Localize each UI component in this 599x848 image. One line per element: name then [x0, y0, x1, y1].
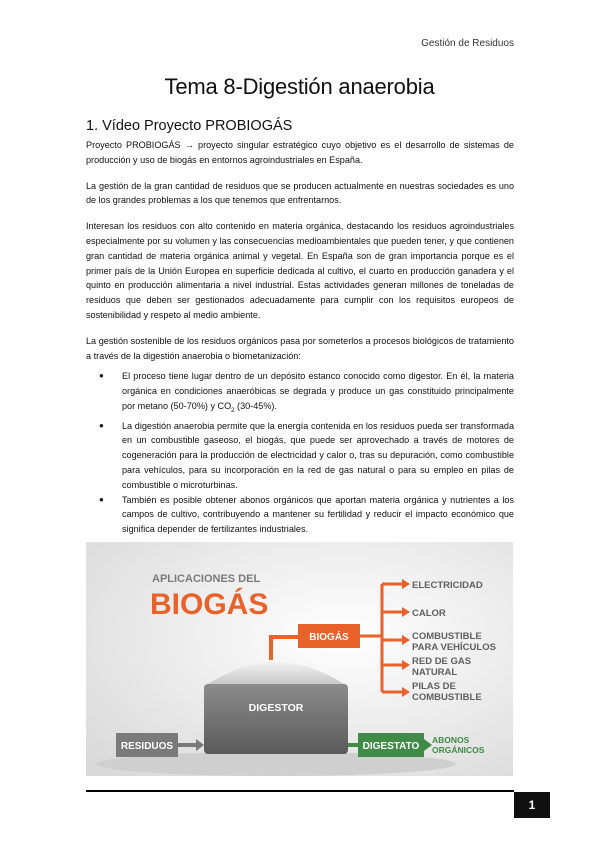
- digestor-tank: [204, 684, 348, 754]
- footer-rule: [86, 790, 514, 792]
- biogas-box-label: BIOGÁS: [309, 632, 349, 643]
- paragraph: La gestión sostenible de los residuos orgánicos pasa por someterlos a procesos biológicos de tratamiento a través de la digestión anaerobia o biometanización:: [86, 335, 514, 361]
- app-calor: CALOR: [412, 608, 446, 619]
- residuos-label: RESIDUOS: [120, 741, 174, 752]
- biogas-diagram: [86, 542, 513, 776]
- biogas-applications-figure: [86, 542, 513, 776]
- bullet-item: [122, 369, 514, 418]
- abonos-l2: ORGÁNICOS: [432, 745, 485, 755]
- app-combustible-l2: PARA VEHÍCULOS: [412, 642, 496, 653]
- app-red-gas-l2: NATURAL: [412, 667, 458, 678]
- page-title: Tema 8-Digestión anaerobia: [164, 74, 435, 99]
- figure-title-small: APLICACIONES DEL: [152, 573, 261, 585]
- digestor-label: DIGESTOR: [248, 702, 304, 714]
- app-pilas-l2: COMBUSTIBLE: [412, 692, 482, 703]
- app-combustible-l1: COMBUSTIBLE: [412, 631, 482, 642]
- paragraph: La gestión de la gran cantidad de residuos que se producen actualmente en nuestras sociedades es uno de los grandes problemas a los que tenemos que enfrentarnos.: [86, 180, 514, 206]
- digestato-label: DIGESTATO: [362, 741, 420, 752]
- abonos-l1: ABONOS: [432, 735, 470, 745]
- bullet-item: ● La digestión anaerobia permite que la energía contenida en los residuos pueda ser transformada en un combustible gaseoso, el biogás, que puede ser aprovechado a través de motores de cogeneración para la producción de electricidad y calor o, tras su depuración, como combustible para vehículos, para su incorporación en la red de gas natural o para su empleo en pilas de combustible o microturbinas.: [122, 419, 514, 493]
- bullet-list: [86, 369, 514, 537]
- bullet-text: El proceso tiene lugar dentro de un depósito estanco conocido como digestor. En él, la materia orgánica en condiciones anaeróbicas se degrada y produce un gas constituido principalmente por metano (50-70%) y CO: [122, 371, 514, 411]
- body-text: [86, 138, 514, 537]
- bullet-text: (30-45%).: [234, 400, 277, 411]
- app-electricidad: ELECTRICIDAD: [412, 580, 483, 591]
- subscript: 2: [231, 407, 235, 414]
- paragraph: Proyecto PROBIOGÁS → proyecto singular estratégico cuyo objetivo es el desarrollo de sistemas de producción y uso de biogás en entornos agroindustriales en España.: [86, 140, 514, 165]
- figure-title-big: BIOGÁS: [150, 588, 269, 621]
- app-pilas-l1: PILAS DE: [412, 681, 456, 692]
- app-red-gas-l1: RED DE GAS: [412, 656, 472, 667]
- bullet-item: ● También es posible obtener abonos orgánicos que aportan materia orgánica y nutrientes a los campos de cultivo, contribuyendo a mantener su fertilidad y reducir el impacto económico que significa depender de fertilizantes industriales.: [122, 493, 514, 537]
- section-heading: 1. Vídeo Proyecto PROBIOGÁS: [86, 118, 293, 134]
- running-header: Gestión de Residuos: [421, 38, 514, 49]
- paragraph: Interesan los residuos con alto contenido en materia orgánica, destacando los residuos agroindustriales especialmente por su volumen y las consecuencias medioambientales que pueden tener, y que contienen gran cantidad de materia orgánica animal y vegetal. En España son de gran importancia porque es el primer país de la Unión Europea en superficie dedicada al cultivo, el cuarto en producción ganadera y el quinto en producción alimentaria a nivel industrial. Estas actividades generan millones de toneladas de residuos que deben ser gestionados adecuadamente para cumplir con los requisitos europeos de sostenibilidad y respeto al medio ambiente.: [86, 221, 514, 320]
- page-number: 1: [514, 792, 550, 818]
